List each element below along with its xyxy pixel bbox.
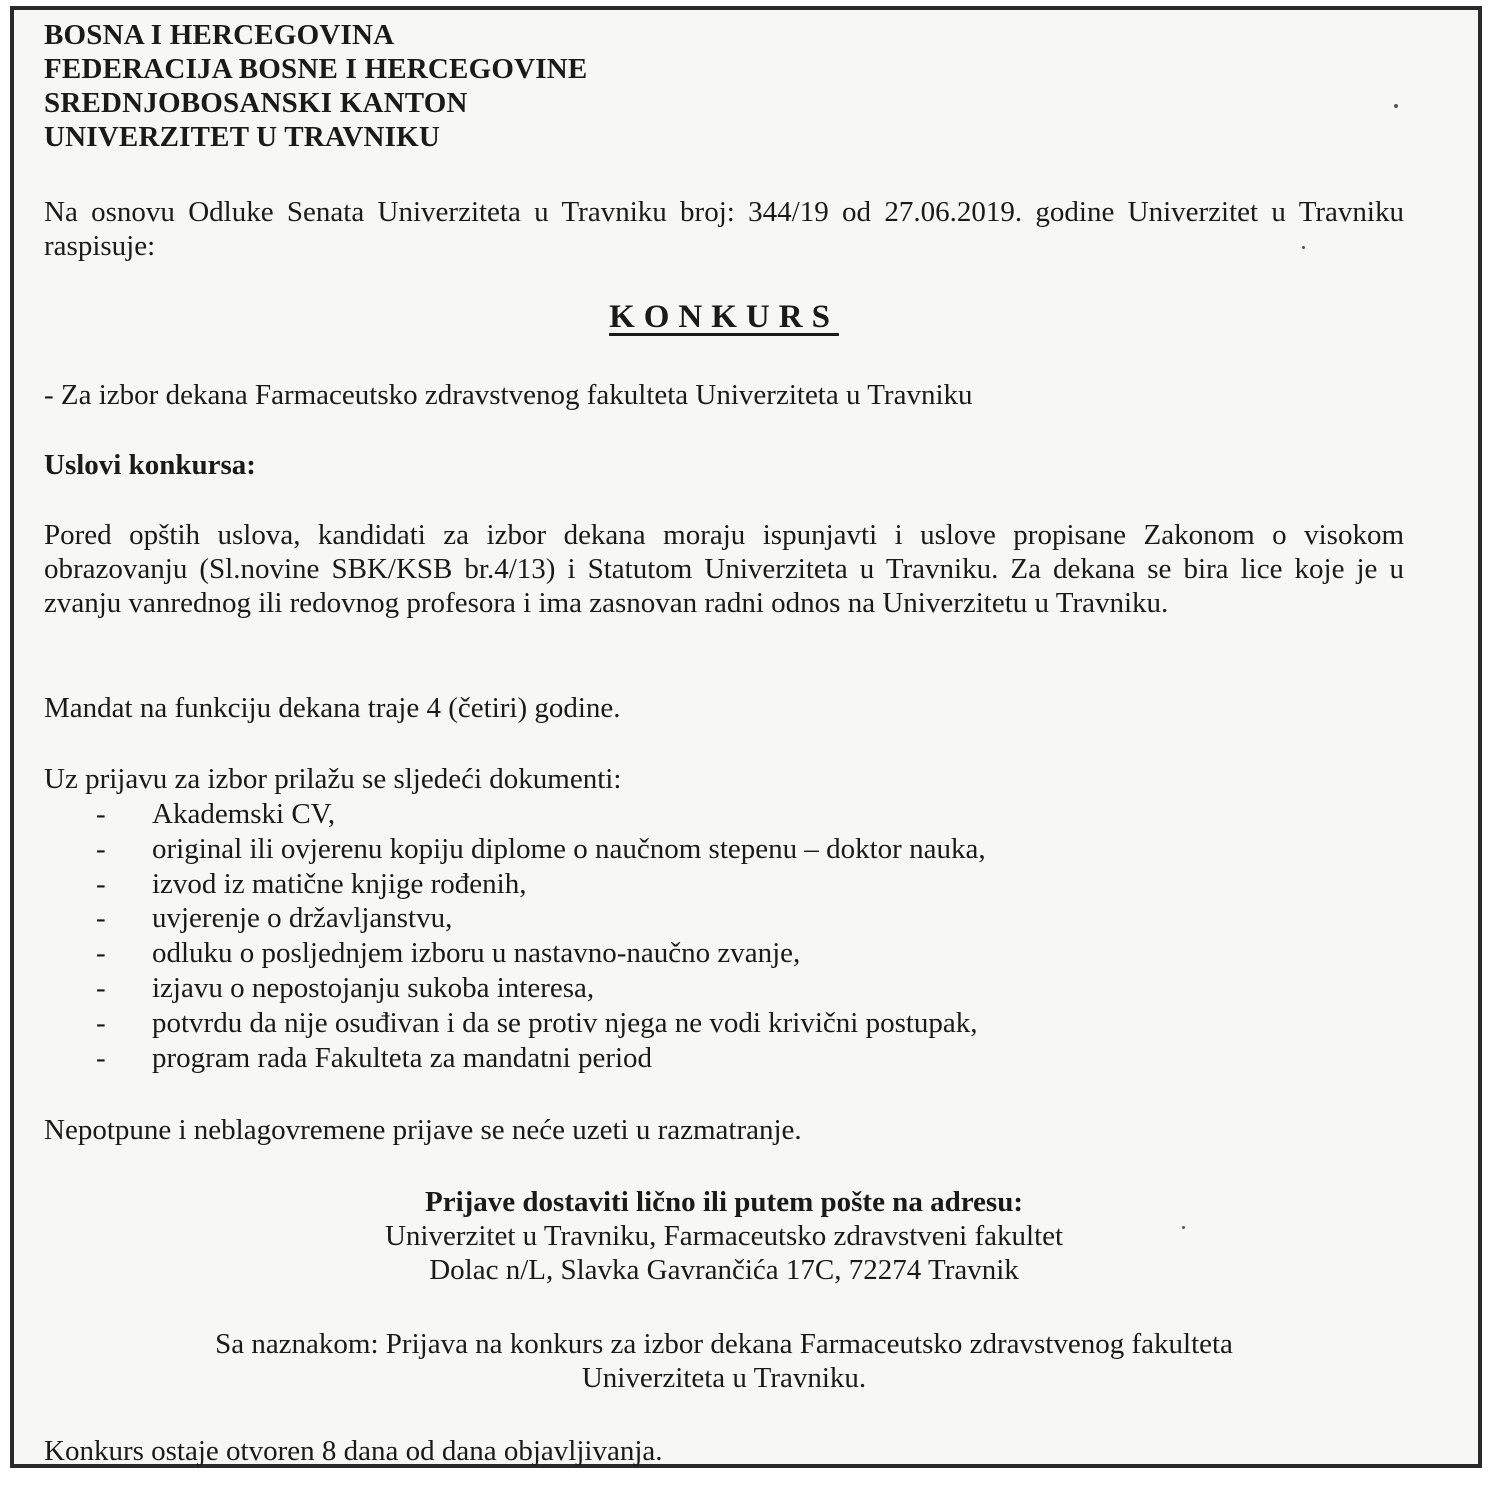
documents-list [44, 797, 1404, 1075]
header-line-country: BOSNA I HERCEGOVINA [44, 19, 395, 51]
intro-paragraph: Na osnovu Odluke Senata Univerziteta u Travniku broj: 344/19 od 27.06.2019. godine Univerzitet u Travniku raspisuje: [44, 196, 1404, 262]
list-item [44, 901, 1404, 936]
submission-block [44, 1185, 1404, 1287]
list-item-text: program rada Fakulteta za mandatni period [152, 1041, 653, 1074]
header-line-university: UNIVERZITET U TRAVNIKU [44, 121, 441, 153]
list-item-text: original ili ovjerenu kopiju diplome o naučnom stepenu – doktor nauka, [152, 832, 986, 865]
conditions-paragraph: Pored opštih uslova, kandidati za izbor dekana moraju ispunjavti i uslove propisane Zakonom o visokom obrazovanju (Sl.novine SBK/KSB br.4/13) i Statutom Univerziteta u Travniku. Za dekana se bira lice koje je u zvanju vanrednog ili redovnog profesora i ima zasnovan radni odnos na Univerzitetu u Travniku. [44, 519, 1404, 619]
documents-intro: Uz prijavu za izbor prilažu se sljedeći dokumenti: [44, 763, 622, 795]
list-item [44, 867, 1404, 902]
list-bullet: - [96, 1041, 106, 1074]
list-item [44, 797, 1404, 832]
address-line-2: Dolac n/L, Slavka Gavrančića 17C, 72274 Travnik [429, 1254, 1019, 1286]
incomplete-notice: Nepotpune i neblagovremene prijave se neće uzeti u razmatranje. [44, 1114, 802, 1146]
header-line-federation: FEDERACIJA BOSNE I HERCEGOVINE [44, 53, 588, 85]
list-item-text: uvjerenje o državljanstvu, [152, 902, 453, 935]
list-bullet: - [96, 937, 106, 970]
position-line: - Za izbor dekana Farmaceutsko zdravstvenog fakulteta Univerziteta u Travniku [44, 379, 973, 411]
list-item-text: izvod iz matične knjige rođenih, [152, 867, 527, 900]
list-item [44, 971, 1404, 1006]
conditions-heading: Uslovi konkursa: [44, 449, 256, 481]
scan-speck [1394, 104, 1398, 108]
header-line-canton: SREDNJOBOSANSKI KANTON [44, 87, 468, 119]
closing-notice: Konkurs ostaje otvoren 8 dana od dana objavljivanja. [44, 1435, 663, 1467]
list-item-text: Akademski CV, [152, 798, 336, 830]
submission-heading: Prijave dostaviti lično ili putem pošte na adresu: [425, 1186, 1023, 1218]
address-line-1: Univerzitet u Travniku, Farmaceutsko zdravstveni fakultet [384, 1220, 1064, 1252]
list-item [44, 832, 1404, 867]
notice-frame [10, 6, 1482, 1468]
scan-speck [1182, 1226, 1185, 1229]
marking-block [44, 1327, 1404, 1395]
list-bullet: - [96, 971, 106, 1004]
list-bullet: - [96, 867, 106, 900]
list-item [44, 1041, 1404, 1076]
header-block [44, 18, 1404, 154]
list-item [44, 936, 1404, 971]
list-item-text: izjavu o nepostojanju sukoba interesa, [152, 971, 595, 1004]
list-bullet: - [96, 832, 106, 865]
list-bullet: - [96, 1006, 106, 1039]
scan-speck [1302, 246, 1305, 249]
marking-line-2: Univerziteta u Travniku. [581, 1362, 867, 1394]
marking-line-1: Sa naznakom: Prijava na konkurs za izbor dekana Farmaceutsko zdravstvenog fakulteta [215, 1328, 1233, 1360]
mandate-paragraph: Mandat na funkciju dekana traje 4 (četiri) godine. [44, 692, 621, 724]
title-block [44, 300, 1404, 335]
list-bullet: - [96, 902, 106, 935]
list-item-text: odluku o posljednjem izboru u nastavno-naučno zvanje, [152, 937, 801, 970]
list-item-text: potvrdu da nije osuđivan i da se protiv njega ne vodi krivični postupak, [152, 1006, 978, 1039]
list-bullet: - [96, 798, 106, 830]
page-title: KONKURS [609, 299, 839, 335]
list-item [44, 1006, 1404, 1041]
